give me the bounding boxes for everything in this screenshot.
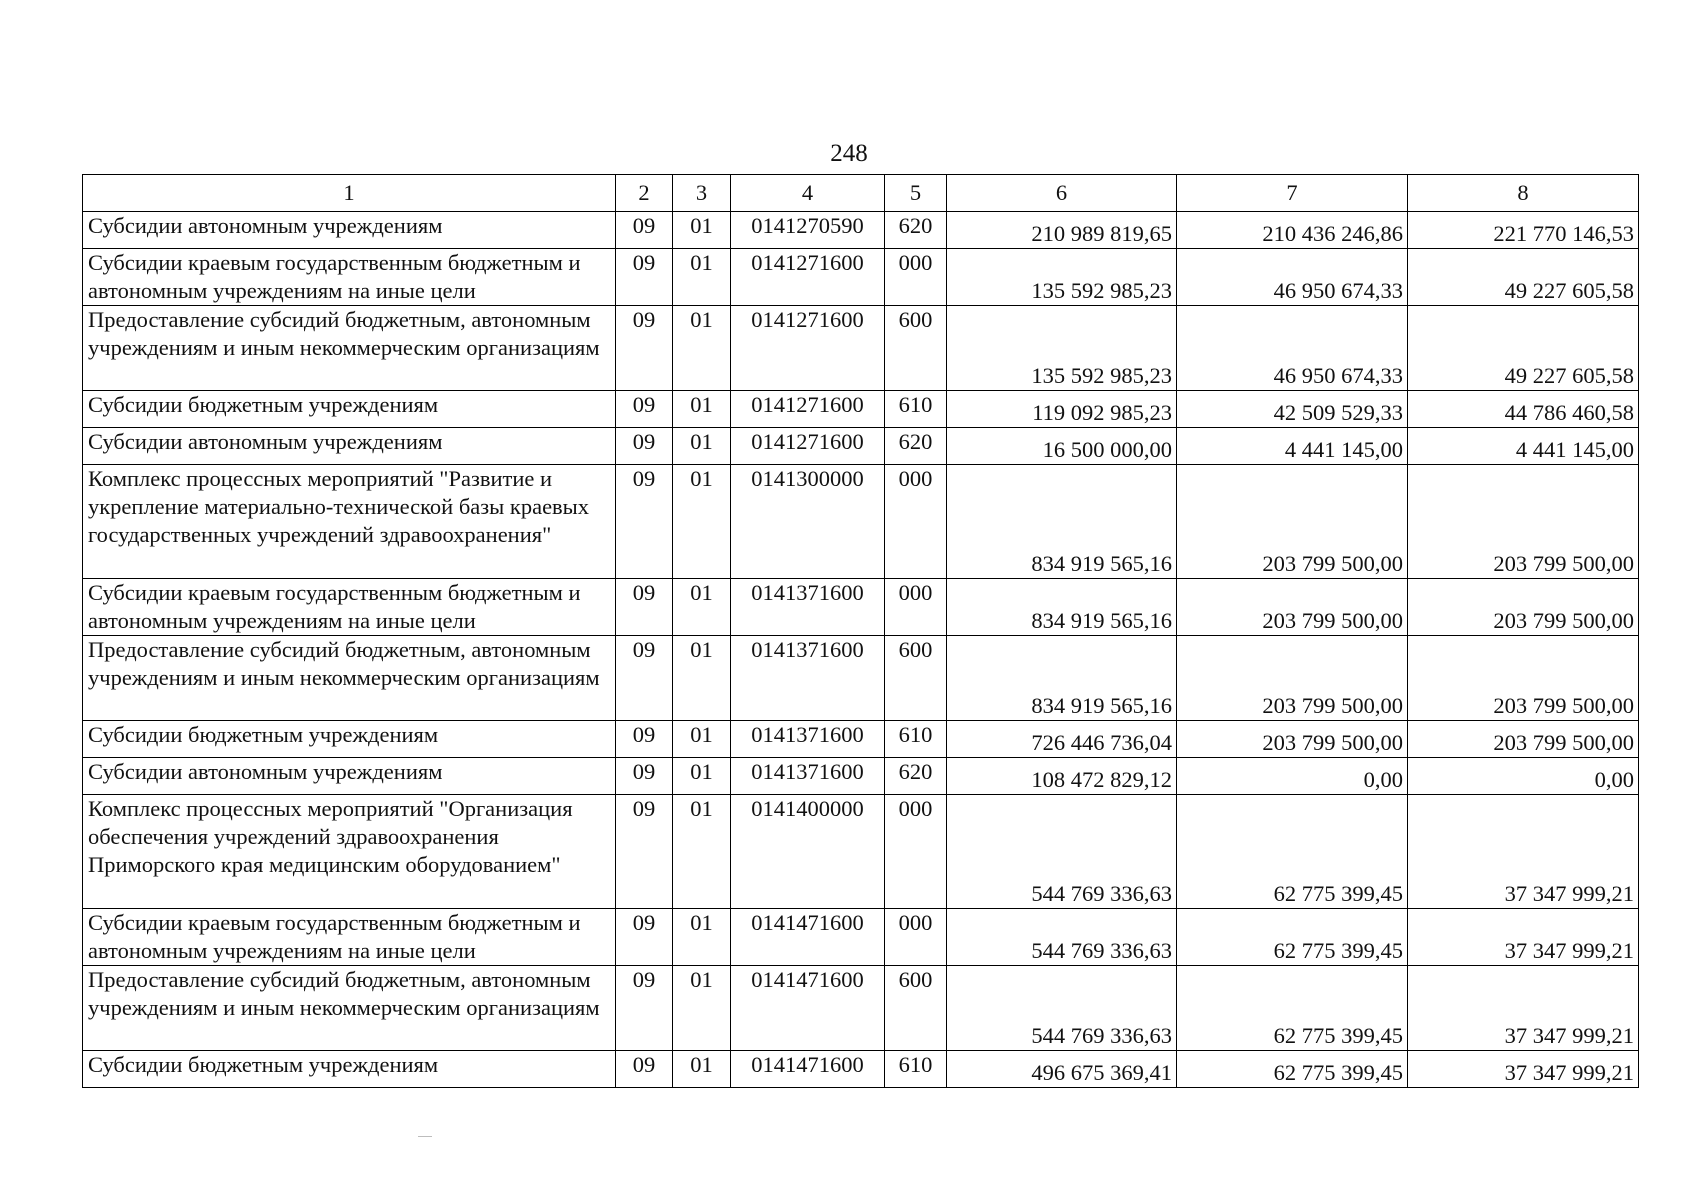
amount-col6-cell: 496 675 369,41 <box>947 1051 1177 1088</box>
amount-col7-cell: 203 799 500,00 <box>1177 636 1408 721</box>
subsection-code-cell: 01 <box>673 909 731 966</box>
subsection-code-cell: 01 <box>673 966 731 1051</box>
subsection-code-cell: 01 <box>673 306 731 391</box>
section-code-cell: 09 <box>616 795 673 909</box>
amount-col7-cell: 210 436 246,86 <box>1177 212 1408 249</box>
item-name-cell: Субсидии краевым государственным бюджетным и автономным учреждениям на иные цели <box>83 909 616 966</box>
amount-col6-cell: 726 446 736,04 <box>947 721 1177 758</box>
header-cell: 5 <box>885 175 947 212</box>
expense-type-cell: 000 <box>885 249 947 306</box>
subsection-code-cell: 01 <box>673 721 731 758</box>
subsection-code-cell: 01 <box>673 795 731 909</box>
amount-col7-cell: 203 799 500,00 <box>1177 465 1408 579</box>
amount-col6-cell: 108 472 829,12 <box>947 758 1177 795</box>
amount-col8-cell: 221 770 146,53 <box>1408 212 1639 249</box>
target-article-cell: 0141270590 <box>731 212 885 249</box>
amount-col8-cell: 44 786 460,58 <box>1408 391 1639 428</box>
header-cell: 1 <box>83 175 616 212</box>
item-name-cell: Предоставление субсидий бюджетным, автономным учреждениям и иным некоммерческим организациям <box>83 966 616 1051</box>
amount-col7-cell: 46 950 674,33 <box>1177 249 1408 306</box>
expense-type-cell: 620 <box>885 428 947 465</box>
subsection-code-cell: 01 <box>673 1051 731 1088</box>
amount-col7-cell: 203 799 500,00 <box>1177 721 1408 758</box>
expense-type-cell: 600 <box>885 636 947 721</box>
table-row <box>83 306 1639 391</box>
amount-col6-cell: 544 769 336,63 <box>947 909 1177 966</box>
item-name-cell: Комплекс процессных мероприятий "Развитие и укрепление материально-технической базы краевых государственных учреждений здравоохранения" <box>83 465 616 579</box>
subsection-code-cell: 01 <box>673 249 731 306</box>
subsection-code-cell: 01 <box>673 758 731 795</box>
section-code-cell: 09 <box>616 909 673 966</box>
target-article-cell: 0141271600 <box>731 391 885 428</box>
target-article-cell: 0141271600 <box>731 249 885 306</box>
amount-col6-cell: 16 500 000,00 <box>947 428 1177 465</box>
subsection-code-cell: 01 <box>673 391 731 428</box>
item-name-cell: Предоставление субсидий бюджетным, автономным учреждениям и иным некоммерческим организациям <box>83 306 616 391</box>
amount-col6-cell: 135 592 985,23 <box>947 249 1177 306</box>
expense-type-cell: 000 <box>885 465 947 579</box>
section-code-cell: 09 <box>616 1051 673 1088</box>
item-name-cell: Субсидии автономным учреждениям <box>83 212 616 249</box>
section-code-cell: 09 <box>616 428 673 465</box>
scan-artifact-mark <box>418 1136 432 1137</box>
header-cell: 8 <box>1408 175 1639 212</box>
header-cell: 6 <box>947 175 1177 212</box>
section-code-cell: 09 <box>616 212 673 249</box>
expense-type-cell: 000 <box>885 795 947 909</box>
section-code-cell: 09 <box>616 721 673 758</box>
amount-col8-cell: 203 799 500,00 <box>1408 579 1639 636</box>
expense-type-cell: 610 <box>885 391 947 428</box>
amount-col7-cell: 0,00 <box>1177 758 1408 795</box>
item-name-cell: Субсидии автономным учреждениям <box>83 758 616 795</box>
expense-type-cell: 620 <box>885 212 947 249</box>
item-name-cell: Субсидии краевым государственным бюджетным и автономным учреждениям на иные цели <box>83 579 616 636</box>
table-row <box>83 1051 1639 1088</box>
amount-col6-cell: 544 769 336,63 <box>947 795 1177 909</box>
target-article-cell: 0141471600 <box>731 909 885 966</box>
table-row <box>83 721 1639 758</box>
expense-type-cell: 000 <box>885 909 947 966</box>
amount-col8-cell: 37 347 999,21 <box>1408 909 1639 966</box>
header-cell: 7 <box>1177 175 1408 212</box>
table-row <box>83 758 1639 795</box>
section-code-cell: 09 <box>616 966 673 1051</box>
subsection-code-cell: 01 <box>673 636 731 721</box>
amount-col8-cell: 49 227 605,58 <box>1408 249 1639 306</box>
amount-col6-cell: 135 592 985,23 <box>947 306 1177 391</box>
target-article-cell: 0141371600 <box>731 758 885 795</box>
target-article-cell: 0141371600 <box>731 721 885 758</box>
section-code-cell: 09 <box>616 306 673 391</box>
amount-col6-cell: 544 769 336,63 <box>947 966 1177 1051</box>
amount-col8-cell: 203 799 500,00 <box>1408 465 1639 579</box>
target-article-cell: 0141271600 <box>731 306 885 391</box>
amount-col8-cell: 49 227 605,58 <box>1408 306 1639 391</box>
section-code-cell: 09 <box>616 579 673 636</box>
amount-col6-cell: 834 919 565,16 <box>947 636 1177 721</box>
expense-type-cell: 610 <box>885 1051 947 1088</box>
amount-col7-cell: 4 441 145,00 <box>1177 428 1408 465</box>
item-name-cell: Субсидии краевым государственным бюджетным и автономным учреждениям на иные цели <box>83 249 616 306</box>
table-row <box>83 795 1639 909</box>
item-name-cell: Субсидии бюджетным учреждениям <box>83 721 616 758</box>
amount-col8-cell: 4 441 145,00 <box>1408 428 1639 465</box>
amount-col6-cell: 210 989 819,65 <box>947 212 1177 249</box>
amount-col6-cell: 119 092 985,23 <box>947 391 1177 428</box>
table-row <box>83 966 1639 1051</box>
header-row <box>83 175 1639 212</box>
target-article-cell: 0141371600 <box>731 636 885 721</box>
amount-col7-cell: 62 775 399,45 <box>1177 909 1408 966</box>
amount-col8-cell: 203 799 500,00 <box>1408 636 1639 721</box>
amount-col7-cell: 62 775 399,45 <box>1177 1051 1408 1088</box>
subsection-code-cell: 01 <box>673 428 731 465</box>
table-row <box>83 428 1639 465</box>
target-article-cell: 0141300000 <box>731 465 885 579</box>
header-cell: 4 <box>731 175 885 212</box>
section-code-cell: 09 <box>616 636 673 721</box>
table-row <box>83 212 1639 249</box>
item-name-cell: Субсидии бюджетным учреждениям <box>83 1051 616 1088</box>
target-article-cell: 0141271600 <box>731 428 885 465</box>
section-code-cell: 09 <box>616 465 673 579</box>
table-row <box>83 249 1639 306</box>
item-name-cell: Субсидии бюджетным учреждениям <box>83 391 616 428</box>
expense-type-cell: 600 <box>885 306 947 391</box>
subsection-code-cell: 01 <box>673 579 731 636</box>
item-name-cell: Комплекс процессных мероприятий "Организация обеспечения учреждений здравоохранения Приморского края медицинским оборудованием" <box>83 795 616 909</box>
target-article-cell: 0141471600 <box>731 1051 885 1088</box>
amount-col6-cell: 834 919 565,16 <box>947 579 1177 636</box>
page-number: 248 <box>830 140 868 167</box>
target-article-cell: 0141371600 <box>731 579 885 636</box>
amount-col8-cell: 0,00 <box>1408 758 1639 795</box>
amount-col7-cell: 42 509 529,33 <box>1177 391 1408 428</box>
amount-col7-cell: 62 775 399,45 <box>1177 966 1408 1051</box>
section-code-cell: 09 <box>616 249 673 306</box>
item-name-cell: Субсидии автономным учреждениям <box>83 428 616 465</box>
amount-col7-cell: 203 799 500,00 <box>1177 579 1408 636</box>
amount-col8-cell: 37 347 999,21 <box>1408 1051 1639 1088</box>
section-code-cell: 09 <box>616 391 673 428</box>
amount-col8-cell: 37 347 999,21 <box>1408 966 1639 1051</box>
subsection-code-cell: 01 <box>673 465 731 579</box>
amount-col7-cell: 46 950 674,33 <box>1177 306 1408 391</box>
table-row <box>83 465 1639 579</box>
expense-type-cell: 000 <box>885 579 947 636</box>
target-article-cell: 0141471600 <box>731 966 885 1051</box>
subsection-code-cell: 01 <box>673 212 731 249</box>
table-body <box>83 175 1639 1088</box>
table-row <box>83 391 1639 428</box>
amount-col8-cell: 203 799 500,00 <box>1408 721 1639 758</box>
target-article-cell: 0141400000 <box>731 795 885 909</box>
table-row <box>83 636 1639 721</box>
header-cell: 2 <box>616 175 673 212</box>
expense-type-cell: 600 <box>885 966 947 1051</box>
table-row <box>83 909 1639 966</box>
section-code-cell: 09 <box>616 758 673 795</box>
amount-col6-cell: 834 919 565,16 <box>947 465 1177 579</box>
expense-type-cell: 610 <box>885 721 947 758</box>
item-name-cell: Предоставление субсидий бюджетным, автономным учреждениям и иным некоммерческим организациям <box>83 636 616 721</box>
amount-col7-cell: 62 775 399,45 <box>1177 795 1408 909</box>
header-cell: 3 <box>673 175 731 212</box>
budget-table <box>82 174 1639 1088</box>
table-row <box>83 579 1639 636</box>
expense-type-cell: 620 <box>885 758 947 795</box>
amount-col8-cell: 37 347 999,21 <box>1408 795 1639 909</box>
